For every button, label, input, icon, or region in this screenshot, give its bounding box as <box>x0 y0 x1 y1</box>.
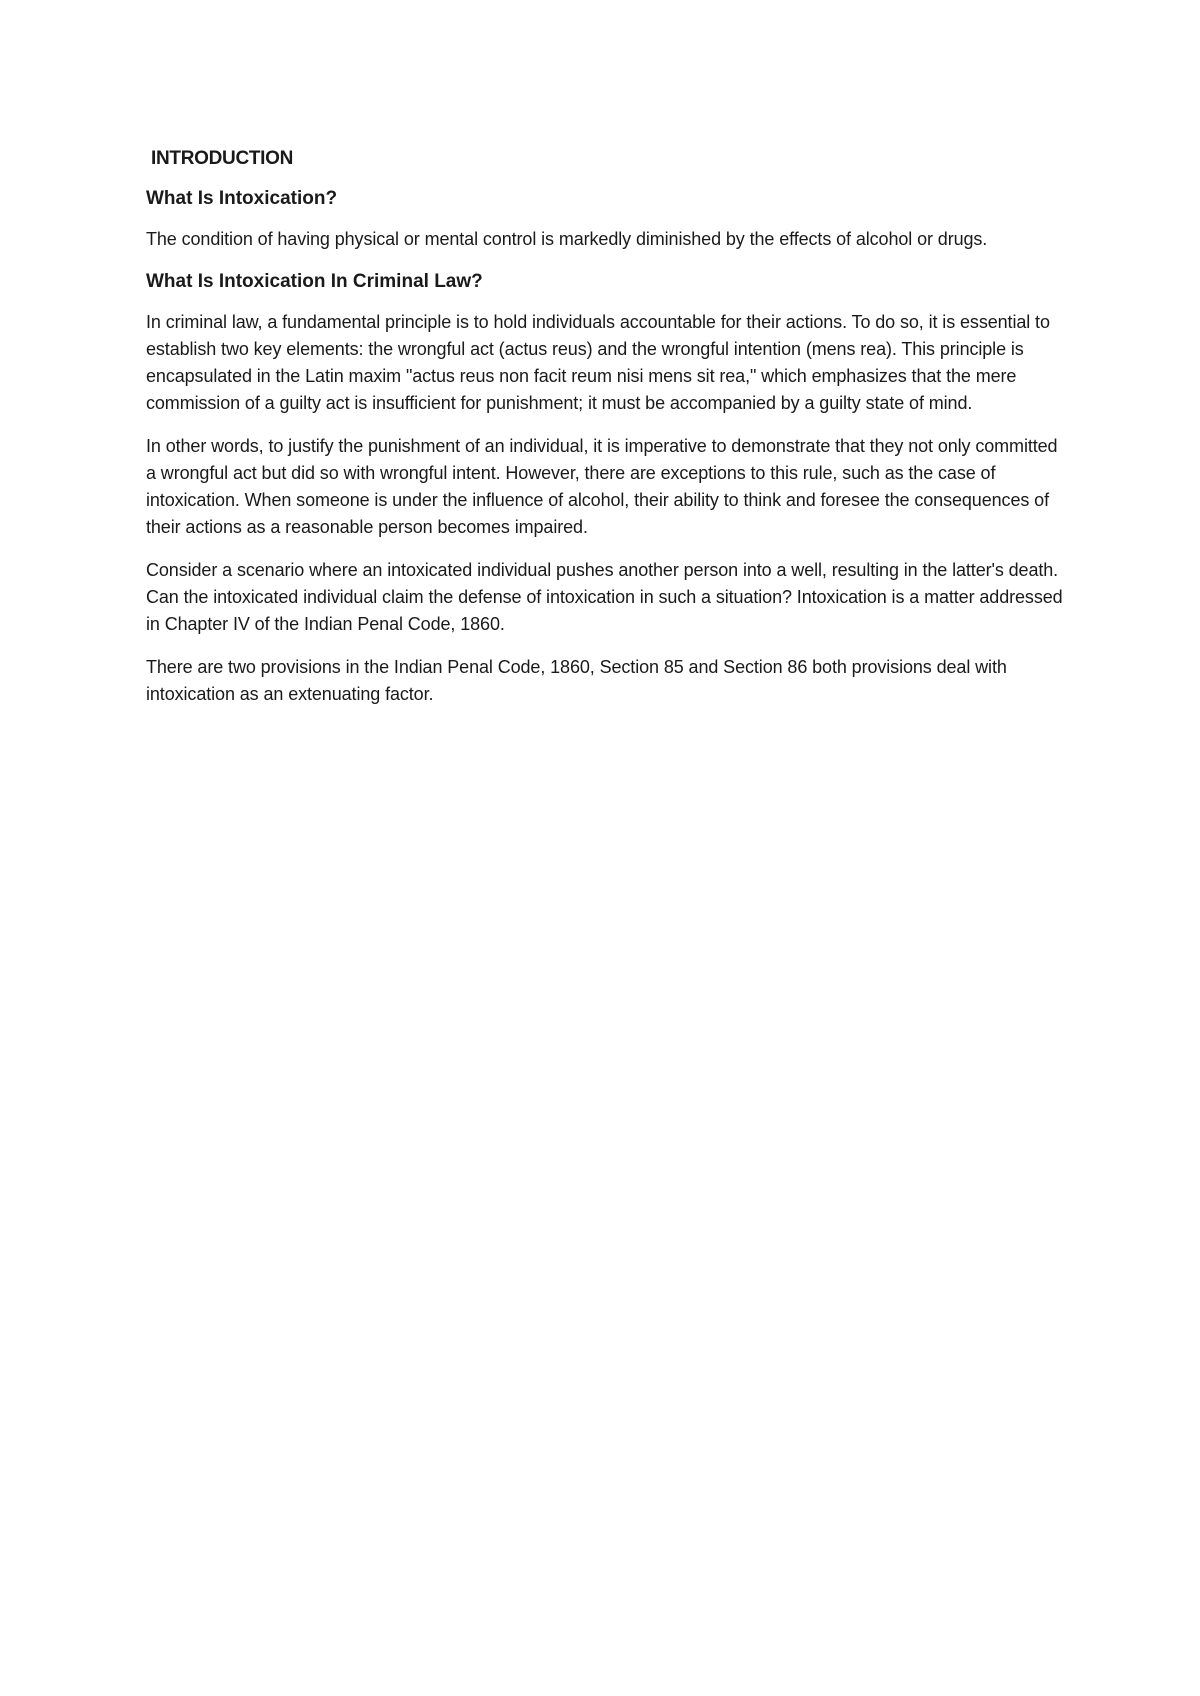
section-heading-criminal-law: What Is Intoxication In Criminal Law? <box>146 271 483 292</box>
paragraph-provisions: There are two provisions in the Indian Penal Code, 1860, Section 85 and Section 86 both provisions deal with intoxication as an extenuating factor. <box>146 657 1007 704</box>
document-title: INTRODUCTION <box>151 148 294 169</box>
document-body <box>146 146 1066 724</box>
paragraph-scenario: Consider a scenario where an intoxicated individual pushes another person into a well, resulting in the latter's death. Can the intoxicated individual claim the defense of intoxication in such a situation? Intoxication is a matter addressed in Chapter IV of the Indian Penal Code, 1860. <box>146 560 1063 634</box>
paragraph-definition: The condition of having physical or mental control is markedly diminished by the effects of alcohol or drugs. <box>146 229 988 249</box>
paragraph-criminal-law-principle: In criminal law, a fundamental principle is to hold individuals accountable for their actions. To do so, it is essential to establish two key elements: the wrongful act (actus reus) and the wrongful intention (mens rea). This principle is encapsulated in the Latin maxim "actus reus non facit reum nisi mens sit rea," which emphasizes that the mere commission of a guilty act is insufficient for punishment; it must be accompanied by a guilty state of mind. <box>146 312 1050 413</box>
section-heading-what-is-intoxication: What Is Intoxication? <box>146 188 338 209</box>
paragraph-exceptions: In other words, to justify the punishment of an individual, it is imperative to demonstrate that they not only committed a wrongful act but did so with wrongful intent. However, there are exceptions to this rule, such as the case of intoxication. When someone is under the influence of alcohol, their ability to think and foresee the consequences of their actions as a reasonable person becomes impaired. <box>146 436 1058 537</box>
